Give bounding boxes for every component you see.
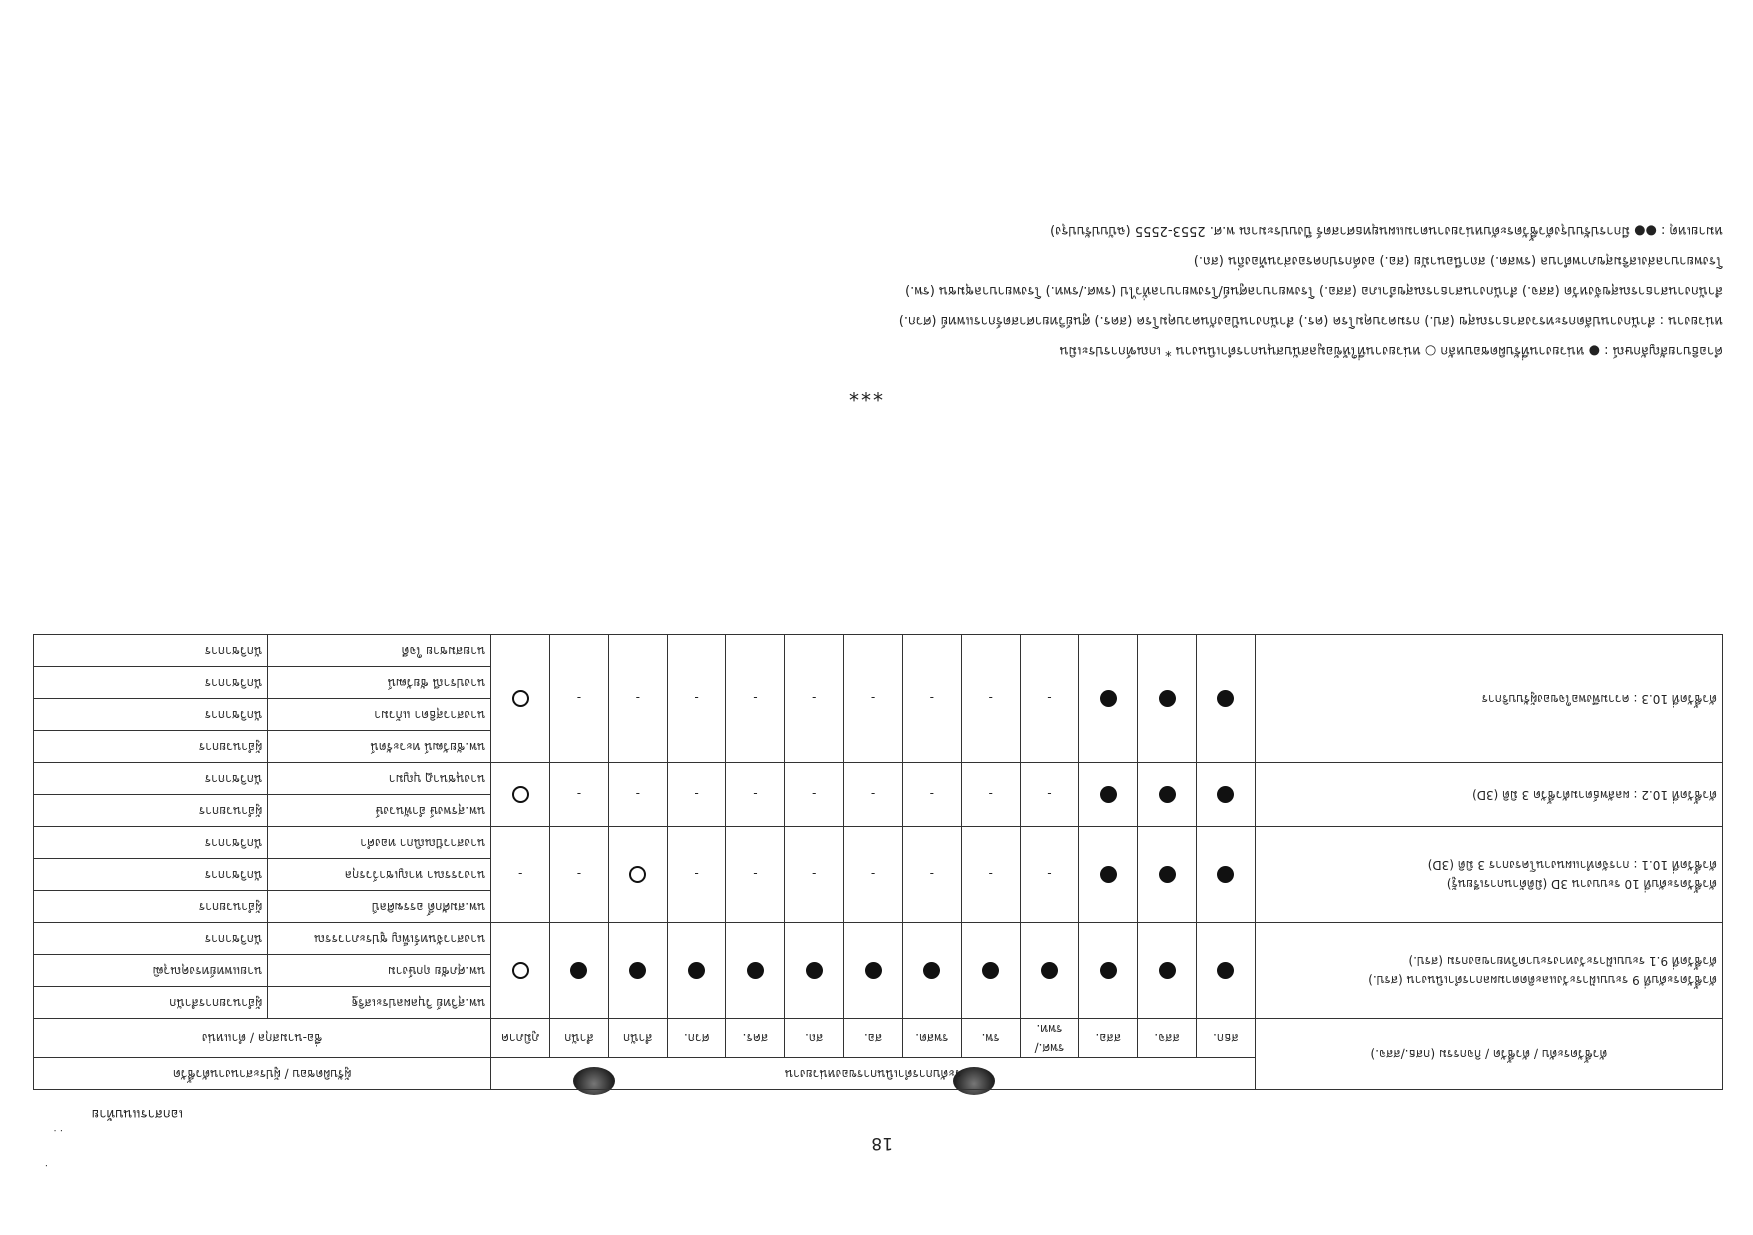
table-row <box>34 795 1723 827</box>
item-column-header: ตัวชี้วัดระดับ / ตัวชี้วัด / กิจกรรม (กสธ./สสจ.) <box>1255 1019 1722 1090</box>
level-mark-cell <box>1079 635 1138 763</box>
responsible-name: นางนุชนาฏ บุญมา <box>268 763 491 795</box>
level-mark-cell <box>1079 923 1138 1019</box>
filled-circle-icon <box>982 962 999 979</box>
responsible-name: นางสาวสุธิดา แก้วมา <box>268 699 491 731</box>
responsible-position: นักวิชาการ <box>34 923 268 955</box>
dash-mark: - <box>576 787 582 802</box>
indicator-cell <box>1255 763 1722 827</box>
level-mark-cell <box>491 635 550 763</box>
level-mark-cell <box>902 827 961 923</box>
responsible-name: นพ.ชัยวัฒน์ ทะวะรัตน์ <box>268 731 491 763</box>
dash-mark: - <box>694 691 699 706</box>
indicator-title: ตัวชี้วัดระดับที่ 10 ระบบงาน 3D (มิติด้านการเรียนรู้) <box>1446 877 1717 892</box>
indicator-table-body <box>34 635 1723 1019</box>
level-mark-cell <box>961 763 1020 827</box>
responsible-position: นักวิชาการ <box>34 763 268 795</box>
responsible-position: นักวิชาการ <box>34 827 268 859</box>
notes-block <box>33 215 1723 365</box>
level-mark-cell <box>491 827 550 923</box>
level-header-cell: รพศ./รพท. <box>1020 1019 1079 1058</box>
indicator-cell <box>1255 635 1722 763</box>
responsible-name: นางปราณี ชัยวัฒน์ <box>268 667 491 699</box>
dash-mark: - <box>812 787 817 802</box>
table-row <box>34 987 1723 1019</box>
responsible-name: นายสมชาย ใจดี <box>268 635 491 667</box>
open-circle-icon <box>512 786 529 803</box>
attachment-tag: เอกสารแนบท้าย <box>91 1106 183 1121</box>
level-mark-cell <box>1020 635 1079 763</box>
dash-mark: - <box>988 787 993 802</box>
level-mark-cell <box>844 635 903 763</box>
indicator-cell <box>1255 827 1722 923</box>
level-mark-cell <box>902 923 961 1019</box>
open-circle-icon <box>629 866 646 883</box>
level-header-cell: สคร. <box>726 1019 785 1058</box>
filled-circle-icon <box>806 962 823 979</box>
filled-circle-icon <box>1041 962 1058 979</box>
responsible-name: นพ.สุรพงษ์ อำพันวงษ์ <box>268 795 491 827</box>
level-mark-cell <box>608 827 667 923</box>
filled-circle-icon <box>688 962 705 979</box>
level-mark-cell <box>1138 635 1197 763</box>
indicator-title: ตัวชี้วัดระดับที่ 9 ระบบเฝ้าระวังและติดตามผลการดำเนินงาน (สรป.) <box>1368 973 1717 988</box>
scan-speck: · <box>44 1159 48 1170</box>
level-header-cell: สอ. <box>844 1019 903 1058</box>
level-header-cell: รพสต. <box>902 1019 961 1058</box>
dash-mark: - <box>1047 787 1052 802</box>
level-mark-cell <box>902 763 961 827</box>
dash-mark: - <box>517 867 523 882</box>
dash-mark: - <box>694 867 699 882</box>
level-mark-cell <box>1197 635 1256 763</box>
filled-circle-icon <box>1159 786 1176 803</box>
responsible-position: นักวิชาการ <box>34 699 268 731</box>
level-mark-cell <box>844 923 903 1019</box>
level-mark-cell <box>1020 763 1079 827</box>
filled-circle-icon <box>1100 786 1117 803</box>
level-mark-cell <box>1138 827 1197 923</box>
filled-circle-icon <box>1100 866 1117 883</box>
level-mark-cell <box>1020 923 1079 1019</box>
level-mark-cell <box>902 635 961 763</box>
note-line: คำอธิบายสัญลักษณ์ : ● หน่วยงานที่รับผิดชอบหลัก ○ หน่วยงานที่ให้ข้อมูลสนับสนุนการดำเนินงาน * เกณฑ์การประเมิน <box>1059 343 1723 358</box>
dash-mark: - <box>929 867 935 882</box>
level-mark-cell <box>961 827 1020 923</box>
level-mark-cell <box>961 923 1020 1019</box>
level-mark-cell <box>726 763 785 827</box>
level-header-cell: ภูมิภาค <box>491 1019 550 1058</box>
level-mark-cell <box>550 635 609 763</box>
indicator-item: ตัวชี้วัดที่ 10.1 : การจัดทำแผนงานโครงการ 3 มิติ (3D) <box>1427 858 1717 873</box>
filled-circle-icon <box>1100 962 1117 979</box>
note-line: สำนักงานสาธารณสุขจังหวัด (สสจ.) สำนักงานสาธารณสุขอำเภอ (สสอ.) โรงพยาบาลศูนย์/โรงพยาบาลทั่วไป (รพศ./รพท.) โรงพยาบาลชุมชน (รพ.) <box>905 283 1723 298</box>
level-mark-cell <box>608 635 667 763</box>
level-mark-cell <box>550 827 609 923</box>
level-mark-cell <box>726 827 785 923</box>
level-mark-cell <box>667 763 726 827</box>
indicator-cell <box>1255 923 1722 1019</box>
note-line: หน่วยงาน : สำนักงานปลัดกระทรวงสาธารณสุข (สป.) กรมควบคุมโรค (คร.) สำนักงานป้องกันควบคุมโรค (สคร.) ศูนย์วิทยาศาสตร์การแพทย์ (ศวก.) <box>898 313 1723 328</box>
responsible-subheader: ชื่อ-นามสกุล / ตำแหน่ง <box>34 1019 491 1058</box>
filled-circle-icon <box>1100 690 1117 707</box>
dash-mark: - <box>988 691 993 706</box>
level-header-cell: สำนัก <box>550 1019 609 1058</box>
level-mark-cell <box>726 923 785 1019</box>
level-mark-cell <box>961 635 1020 763</box>
dash-mark: - <box>988 867 993 882</box>
level-header-cell: สถ. <box>785 1019 844 1058</box>
level-header-cell: สสจ. <box>1138 1019 1197 1058</box>
page-number: 18 <box>871 1133 893 1153</box>
dash-mark: - <box>576 691 582 706</box>
level-mark-cell <box>1079 827 1138 923</box>
level-mark-cell <box>844 763 903 827</box>
filled-circle-icon <box>1217 786 1234 803</box>
filled-circle-icon <box>1159 962 1176 979</box>
responsible-name: นพ.สมศักดิ์ อรรฆศิลป์ <box>268 891 491 923</box>
separator-stars: *** <box>847 381 883 405</box>
dash-mark: - <box>1047 691 1052 706</box>
responsible-position: ผู้อำนวยการ <box>34 795 268 827</box>
level-mark-cell <box>1197 827 1256 923</box>
level-mark-cell <box>491 923 550 1019</box>
level-mark-cell <box>785 635 844 763</box>
level-mark-cell <box>1020 827 1079 923</box>
dash-mark: - <box>812 691 817 706</box>
level-group-header: ระดับการดำเนินการของหน่วยงาน <box>491 1058 1256 1090</box>
level-header-cell: ศวก. <box>667 1019 726 1058</box>
filled-circle-icon <box>923 962 940 979</box>
level-mark-cell <box>785 763 844 827</box>
level-header-cell: สธก. <box>1197 1019 1256 1058</box>
open-circle-icon <box>512 962 529 979</box>
level-mark-cell <box>667 923 726 1019</box>
responsible-name: นางสาวจันทร์เพ็ญ ชูประภาวรรณ <box>268 923 491 955</box>
responsible-name: นพ.ศุภชัย ฤกษ์งาม <box>268 955 491 987</box>
filled-circle-icon <box>1217 866 1234 883</box>
dash-mark: - <box>870 787 876 802</box>
responsible-position: นักวิชาการ <box>34 667 268 699</box>
level-mark-cell <box>1138 923 1197 1019</box>
filled-circle-icon <box>1217 962 1234 979</box>
filled-circle-icon <box>629 962 646 979</box>
note-line: โรงพยาบาลส่งเสริมสุขภาพตำบล (รพสต.) สถานีอนามัย (สอ.) องค์กรปกครองส่วนท้องถิ่น (สถ.) <box>1193 253 1723 268</box>
dash-mark: - <box>1047 867 1052 882</box>
responsible-position: นักวิชาการ <box>34 859 268 891</box>
dash-mark: - <box>576 867 582 882</box>
dash-mark: - <box>812 867 817 882</box>
note-line: หมายเหตุ : ●● มีการปรับปรุงตัวชี้วัดระดับหน่วยงานตามแผนยุทธศาสตร์ ปีงบประมาณ พ.ศ. 2553-2555 (ฉบับปรับปรุง) <box>1050 223 1723 238</box>
indicator-table <box>33 634 1723 1090</box>
responsible-position: ผู้อำนวยการ <box>34 731 268 763</box>
level-mark-cell <box>491 763 550 827</box>
level-mark-cell <box>1138 763 1197 827</box>
dash-mark: - <box>753 867 758 882</box>
level-mark-cell <box>1079 763 1138 827</box>
level-mark-cell <box>550 763 609 827</box>
responsible-position: ผู้อำนวยการสำนัก <box>34 987 268 1019</box>
dash-mark: - <box>635 691 640 706</box>
open-circle-icon <box>512 690 529 707</box>
filled-circle-icon <box>747 962 764 979</box>
filled-circle-icon <box>570 962 587 979</box>
level-header-cell: รพ. <box>961 1019 1020 1058</box>
indicator-title: ตัวชี้วัดที่ 10.3 : ความพึงพอใจของผู้รับบริการ <box>1481 692 1717 706</box>
level-mark-cell <box>667 635 726 763</box>
level-mark-cell <box>608 763 667 827</box>
dash-mark: - <box>635 787 640 802</box>
filled-circle-icon <box>1159 690 1176 707</box>
responsible-name: นพ.สุวิทย์ วิบุลผลประเสริฐ <box>268 987 491 1019</box>
responsible-position: ผู้อำนวยการ <box>34 891 268 923</box>
indicator-item: ตัวชี้วัดที่ 9.1 ระบบเฝ้าระวังทางระบาดวิทยาของกรม (สรป.) <box>1408 954 1717 969</box>
level-mark-cell <box>608 923 667 1019</box>
dash-mark: - <box>694 787 699 802</box>
responsible-position: นายแพทย์ทรงคุณวุฒิ <box>34 955 268 987</box>
level-mark-cell <box>667 827 726 923</box>
responsible-name: นางวรรณา หาญเชาว์วรกุล <box>268 859 491 891</box>
level-mark-cell <box>726 635 785 763</box>
responsible-position: นักวิชาการ <box>34 635 268 667</box>
dash-mark: - <box>870 867 876 882</box>
table-row <box>34 891 1723 923</box>
dash-mark: - <box>870 691 876 706</box>
level-mark-cell <box>1197 763 1256 827</box>
level-mark-cell <box>785 827 844 923</box>
level-mark-cell <box>785 923 844 1019</box>
level-header-cell: สสอ. <box>1079 1019 1138 1058</box>
dash-mark: - <box>753 787 758 802</box>
dash-mark: - <box>753 691 758 706</box>
level-mark-cell <box>1197 923 1256 1019</box>
filled-circle-icon <box>1159 866 1176 883</box>
level-mark-cell <box>844 827 903 923</box>
responsible-column-header: ผู้รับผิดชอบ / ผู้ประสานงานตัวชี้วัด <box>34 1058 491 1090</box>
dash-mark: - <box>929 787 935 802</box>
table-row <box>34 731 1723 763</box>
level-mark-cell <box>550 923 609 1019</box>
responsible-name: นางสาวปัณณิกา ทองคำ <box>268 827 491 859</box>
dash-mark: - <box>929 691 935 706</box>
filled-circle-icon <box>865 962 882 979</box>
filled-circle-icon <box>1217 690 1234 707</box>
scan-speck: · · <box>53 1124 63 1135</box>
indicator-title: ตัวชี้วัดที่ 10.2 : ผลลัพธ์ตามตัวชี้วัด 3 มิติ (3D) <box>1472 788 1717 802</box>
level-header-cell: สำนัก <box>608 1019 667 1058</box>
